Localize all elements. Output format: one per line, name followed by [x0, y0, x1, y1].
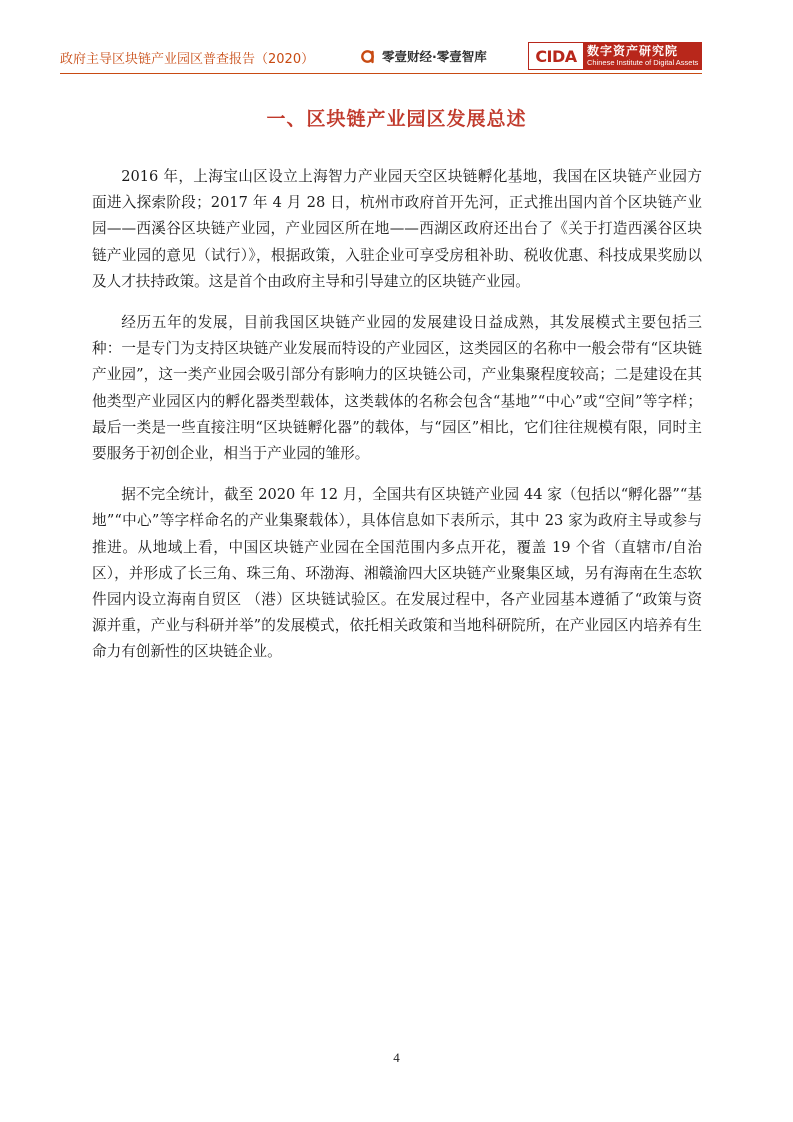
- cida-name-en: Chinese Institute of Digital Assets: [587, 58, 699, 67]
- page-number: 4: [393, 1050, 400, 1065]
- brand-lingyi: [360, 46, 487, 66]
- header-divider: [60, 73, 702, 74]
- brand-lingyi-text: 零壹财经·零壹智库: [382, 49, 487, 64]
- body-text: [92, 164, 702, 681]
- page-header: [60, 40, 702, 76]
- brand-cida: [528, 42, 702, 70]
- paragraph-1: 2016 年，上海宝山区设立上海智力产业园天空区块链孵化基地，我国在区块链产业园方面进入探索阶段；2017 年 4 月 28 日，杭州市政府首开先河，正式推出国内首个区块链产业园——西溪谷区块链产业园，产业园区所在地——西湖区政府还出台了《关于打造西溪谷区块链产业园的意见（试行）》，根据政策，入驻企业可享受房租补助、税收优惠、科技成果奖励以及人才扶持政策。这是首个由政府主导和引导建立的区块链产业园。: [92, 168, 702, 290]
- swirl-logo-icon: [360, 48, 376, 64]
- section-title: 一、区块链产业园区发展总述: [266, 108, 527, 130]
- cida-name-block: [583, 43, 701, 69]
- paragraph-3: 据不完全统计，截至 2020 年 12 月，全国共有区块链产业园 44 家（包括以“孵化器”“基地”“中心”等字样命名的产业集聚载体），具体信息如下表所示，其中 23 家为政府主导或参与推进。从地域上看，中国区块链产业园在全国范围内多点开花，覆盖 19 个省（直辖市/自治区），并形成了长三角、珠三角、环渤海、湘赣渝四大区块链产业聚集区域，另有海南在生态软件园内设立海南自贸区 （港）区块链试验区。在发展过程中，各产业园基本遵循了“政策与资源并重，产业与科研并举”的发展模式，依托相关政策和当地科研院所，在产业园区内培养有生命力有创新性的区块链企业。: [92, 486, 702, 661]
- cida-name-cn: 数字资产研究院: [587, 44, 679, 58]
- report-title: 政府主导区块链产业园区普查报告（2020）: [60, 52, 315, 67]
- cida-logo: CIDA: [529, 43, 583, 69]
- paragraph-2: 经历五年的发展，目前我国区块链产业园的发展建设日益成熟，其发展模式主要包括三种：一是专门为支持区块链产业发展而特设的产业园区，这类园区的名称中一般会带有“区块链产业园”，这一类产业园会吸引部分有影响力的区块链公司，产业集聚程度较高；二是建设在其他类型产业园区内的孵化器类型载体，这类载体的名称会包含“基地”“中心”或“空间”等字样；最后一类是一些直接注明“区块链孵化器”的载体，与“园区”相比，它们往往规模有限，同时主要服务于初创企业，相当于产业园的雏形。: [92, 314, 702, 463]
